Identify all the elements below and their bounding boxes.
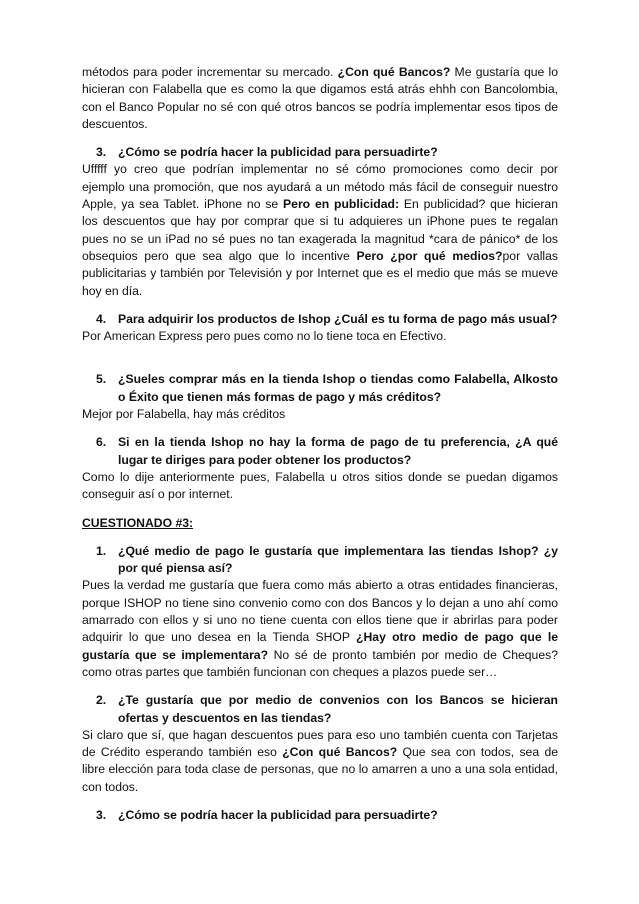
question-number: 1. — [96, 543, 107, 558]
answer-3 — [82, 161, 558, 299]
question-3 — [82, 144, 558, 161]
answer-4: Por American Express pero pues como no lo tiene toca en Efectivo. — [82, 329, 447, 344]
bold-question: Pero ¿por qué medios? — [356, 248, 503, 263]
text-run: Pues la verdad me gustaría que fuera como más abierto a otras entidades financieras, porque ISHOP no tiene sino convenio como con dos Bancos y lo dejan a uno ahí como amarrado con ellos y si uno no tiene cuenta con ellos tiene que ir abrirlas para poder adquirir lo que uno desea en la Tienda SHOP — [82, 578, 558, 645]
question-number: 3. — [96, 807, 107, 822]
text-run: Si claro que sí, que hagan descuentos pues para eso uno también cuenta con Tarjetas de Crédito esperando también eso — [82, 727, 558, 760]
answer-6: Como lo dije anteriormente pues, Falabella u otros sitios donde se puedan digamos conseguir así o por internet. — [82, 469, 558, 502]
question-6 — [82, 434, 558, 469]
question-text: ¿Te gustaría que por medio de convenios con los Bancos se hicieran ofertas y descuentos en las tiendas? — [118, 693, 558, 725]
bold-question: Pero en publicidad: — [283, 197, 400, 212]
text-run: Que sea con todos, sea de libre elección para toda clase de personas, que no lo amarren a uno a una sola entidad, con todos. — [82, 745, 558, 794]
question-number: 6. — [96, 435, 107, 450]
text-run: En publicidad? que hicieran los descuentos que hay por comprar que si tu adquieres un iPhone pues te regalan pues no se un iPad no sé pues no tan exagerada la magnitud *cara de pánico* de los obsequios pero que sea algo que lo incentive — [82, 197, 558, 263]
text-run: por vallas publicitarias y también por Televisión y por Internet que es el medio que más se mueve hoy en día. — [82, 248, 558, 298]
question-text: Si en la tienda Ishop no hay la forma de pago de tu preferencia, ¿A qué lugar te diriges para poder obtener los productos? — [118, 435, 558, 467]
question-text: ¿Sueles comprar más en la tienda Ishop o tiendas como Falabella, Alkosto o Éxito que tienen más formas de pago y más créditos? — [118, 372, 558, 404]
c3-question-1 — [82, 543, 558, 578]
bold-question: ¿Hay otro medio de pago que le gustaría que se implementara? — [82, 630, 558, 662]
question-text: Para adquirir los productos de Ishop ¿Cuál es tu forma de pago más usual? — [118, 311, 558, 326]
text-run: Me gustaría que lo hicieran con Falabella que es como la que digamos está atrás ehhh con Bancolombia, con el Banco Popular no sé con qué otros bancos se podría implementar esos tipos de descuentos. — [82, 65, 558, 131]
text-run: métodos para poder incrementar su mercado. — [82, 65, 338, 79]
answer-5: Mejor por Falabella, hay más créditos — [82, 407, 286, 422]
question-text: ¿Cómo se podría hacer la publicidad para persuadirte? — [118, 807, 438, 822]
section-heading: CUESTIONADO #3: — [82, 515, 194, 530]
text-run: Ufffff yo creo que podrían implementar no sé cómo promociones como decir por ejemplo una promoción, que nos ayudará a un método más fácil de conseguir nuestro Apple, ya sea Tablet. iPhone no se — [82, 162, 558, 212]
paragraph-intro — [82, 64, 558, 133]
question-4 — [82, 311, 558, 328]
question-number: 5. — [96, 372, 107, 387]
c3-question-2 — [82, 692, 558, 727]
question-text: ¿Qué medio de pago le gustaría que implementara las tiendas Ishop? ¿y por qué piensa así? — [118, 543, 558, 576]
question-text: ¿Cómo se podría hacer la publicidad para persuadirte? — [118, 145, 438, 160]
document-body — [82, 64, 558, 824]
text-run: No sé de pronto también por medio de Cheques? como otras partes que también funcionan con cheques a plazos puede ser… — [82, 647, 558, 679]
c3-answer-1 — [82, 577, 558, 681]
bold-question: ¿Con qué Bancos? — [282, 745, 398, 760]
bold-question: ¿Con qué Bancos? — [337, 65, 451, 79]
question-number: 4. — [96, 311, 107, 326]
c3-question-3 — [82, 807, 558, 824]
question-5 — [82, 371, 558, 406]
c3-answer-2 — [82, 727, 558, 796]
question-number: 3. — [96, 145, 107, 160]
question-number: 2. — [96, 693, 107, 708]
